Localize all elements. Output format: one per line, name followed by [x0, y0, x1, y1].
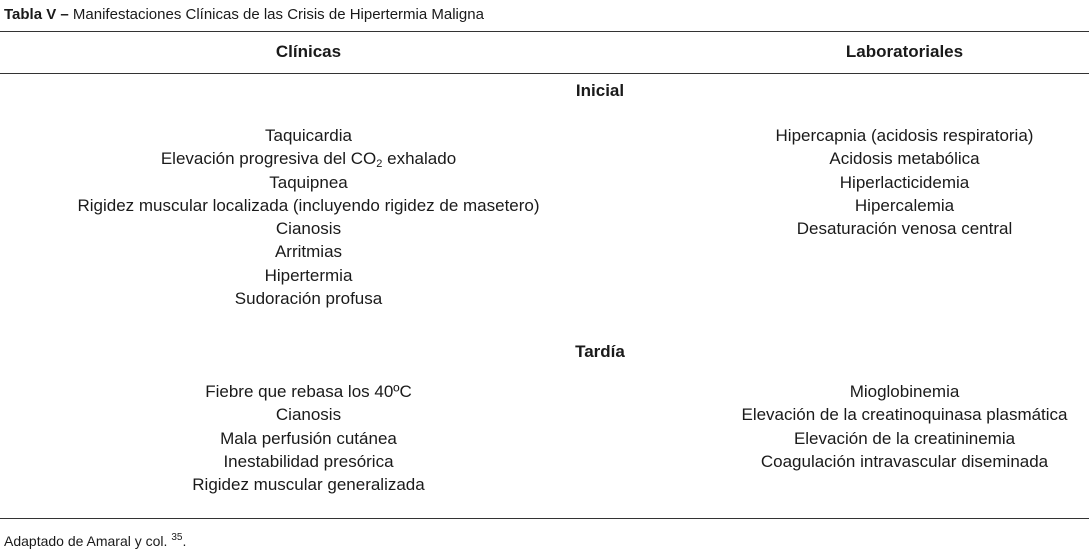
list-item: Elevación de la creatinoquinasa plasmática [741, 405, 1068, 425]
top-rule [0, 31, 1089, 32]
section-heading-initial: Inicial [575, 81, 625, 100]
late-laboratory-list [720, 380, 1089, 473]
list-item: Hipercapnia (acidosis respiratoria) [775, 126, 1034, 145]
co2-item-text: Elevación progresiva del CO [160, 149, 377, 169]
list-item: Cianosis [275, 405, 342, 425]
co2-item-suffix: exhalado [382, 149, 457, 169]
initial-clinical-list [0, 124, 617, 310]
list-item: Taquipnea [269, 172, 348, 192]
list-item: Cianosis [275, 219, 342, 239]
footnote-text: Adaptado de Amaral y col. [4, 533, 168, 549]
list-item: Taquicardia [265, 126, 352, 145]
list-item: Arritmias [274, 242, 343, 262]
list-item: Inestabilidad presórica [223, 451, 394, 471]
list-item [0, 147, 617, 170]
list-item: Desaturación venosa central [796, 219, 1013, 239]
header-rule [0, 73, 1089, 74]
list-item: Mioglobinemia [849, 382, 960, 401]
list-item: Elevación de la creatininemia [793, 428, 1016, 448]
list-item: Hipercalemia [854, 195, 955, 215]
column-header-clinical: Clínicas [275, 42, 342, 61]
list-item: Sudoración profusa [234, 289, 383, 309]
co2-subscript: 2 [376, 158, 383, 171]
table-title: Manifestaciones Clínicas de las Crisis de Hipertermia Maligna [72, 6, 484, 23]
late-clinical-list [0, 380, 617, 496]
footnote [4, 533, 186, 549]
list-item: Mala perfusión cutánea [220, 428, 397, 448]
list-item: Hiperlacticidemia [839, 172, 970, 192]
list-item: Acidosis metabólica [829, 149, 980, 169]
initial-laboratory-list [720, 124, 1089, 240]
column-header-laboratory: Laboratoriales [845, 42, 964, 61]
list-item: Rigidez muscular generalizada [192, 475, 425, 495]
list-item: Rigidez muscular localizada (incluyendo rigidez de masetero) [77, 195, 540, 215]
footnote-end: . [182, 533, 187, 549]
list-item: Coagulación intravascular diseminada [760, 451, 1049, 471]
footnote-reference: 35 [171, 532, 183, 543]
section-heading-late: Tardía [575, 342, 625, 361]
table-caption [4, 6, 484, 23]
list-item: Hipertermia [264, 265, 353, 285]
list-item: Fiebre que rebasa los 40ºC [205, 382, 412, 401]
table-label: Tabla V – [4, 6, 69, 23]
bottom-rule [0, 518, 1089, 519]
